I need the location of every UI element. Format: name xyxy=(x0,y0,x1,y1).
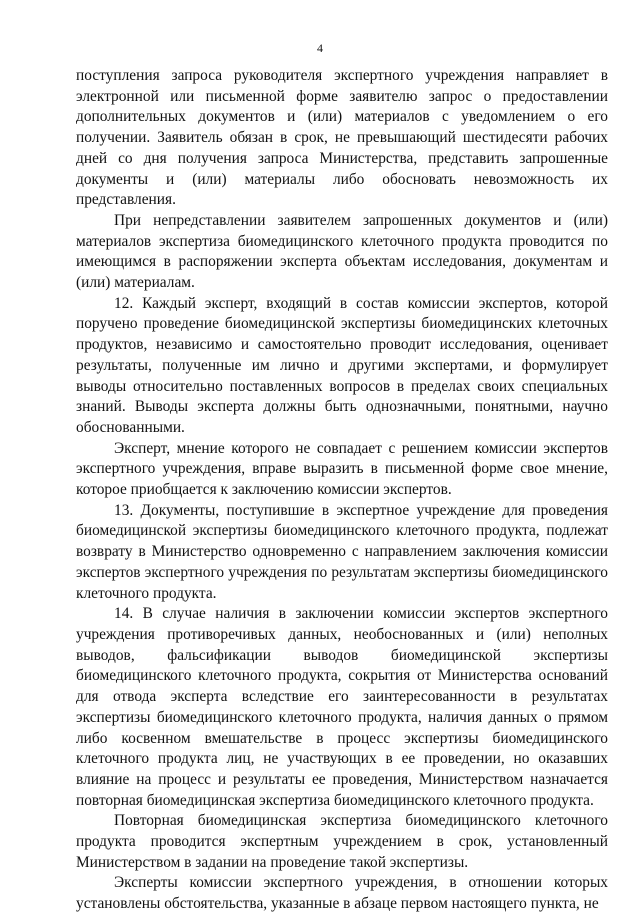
paragraph-continuation: поступления запроса руководителя экспертного учреждения направляет в электронной или письменной форме заявителю запрос о предоставлении дополнительных документов и (или) материалов с уведомлением о его получении. Заявитель обязан в срок, не превышающий шестидесяти рабочих дней со дня получения запроса Министерства, представить запрошенные документы и (или) материалы либо обосновать невозможность их представления. xyxy=(76,67,608,209)
page-number: 4 xyxy=(317,41,323,55)
paragraph-commission-experts: Эксперты комиссии экспертного учреждения, в отношении которых установлены обстоятельства, указанные в абзаце первом настоящего пункта, не xyxy=(76,874,608,913)
paragraph-item-13: 13. Документы, поступившие в экспертное учреждение для проведения биомедицинской экспертизы биомедицинского клеточного продукта, подлежат возврату в Министерство одновременно с направлением заключения комиссии экспертов экспертного учреждения по результатам экспертизы биомедицинского клеточного продукта. xyxy=(76,501,608,602)
paragraph-expert-dissent: Эксперт, мнение которого не совпадает с решением комиссии экспертов экспертного учреждения, вправе выразить в письменной форме свое мнение, которое приобщается к заключению комиссии экспертов. xyxy=(76,439,608,499)
paragraph-repeat-expertise: Повторная биомедицинская экспертиза биомедицинского клеточного продукта проводится экспертным учреждением в срок, установленный Министерством в задании на проведение такой экспертизы. xyxy=(76,812,608,871)
document-body xyxy=(76,66,608,915)
paragraph-non-submission: При непредставлении заявителем запрошенных документов и (или) материалов экспертиза биомедицинского клеточного продукта проводится по имеющимся в распоряжении эксперта объектам исследования, документам и (или) материалам. xyxy=(76,211,608,292)
paragraph-item-14: 14. В случае наличия в заключении комиссии экспертов экспертного учреждения противоречивых данных, необоснованных и (или) неполных выводов, фальсификации выводов биомедицинской экспертизы биомедицинского клеточного продукта, сокрытия от Министерства оснований для отвода эксперта вследствие его заинтересованности в результатах экспертизы биомедицинского клеточного продукта, наличия данных о прямом либо косвенном вмешательстве в процесс экспертизы биомедицинского клеточного продукта лиц, не участвующих в ее проведении, но оказавших влияние на процесс и результаты ее проведения, Министерством назначается повторная биомедицинская экспертиза биомедицинского клеточного продукта. xyxy=(76,605,608,809)
paragraph-item-12: 12. Каждый эксперт, входящий в состав комиссии экспертов, которой поручено проведение биомедицинской экспертизы биомедицинских клеточных продуктов, независимо и самостоятельно проводит исследования, оценивает результаты, полученные им лично и другими экспертами, и формулирует выводы относительно поставленных вопросов в пределах своих специальных знаний. Выводы эксперта должны быть однозначными, понятными, научно обоснованными. xyxy=(76,294,608,436)
